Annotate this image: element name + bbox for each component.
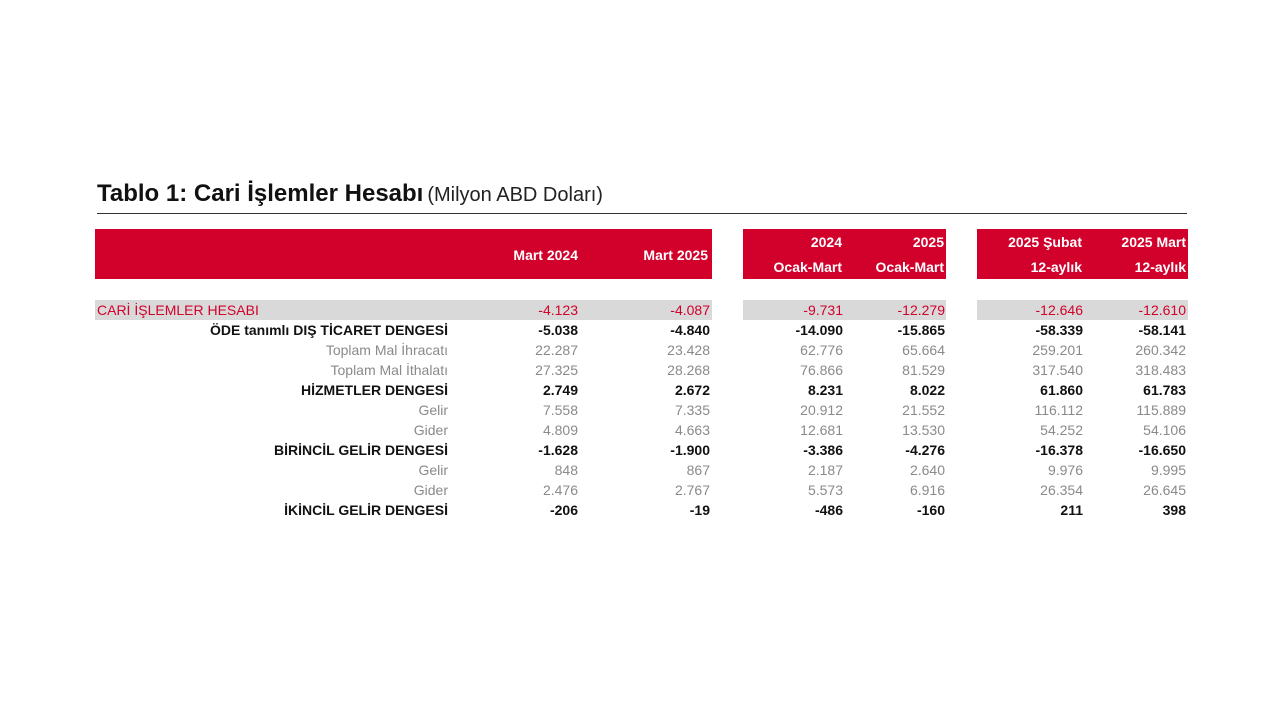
row-value: -160 — [916, 502, 945, 518]
table-row — [95, 300, 1188, 320]
row-value: 54.106 — [1143, 422, 1186, 438]
row-value: 12.681 — [800, 422, 843, 438]
table-title-unit: (Milyon ABD Doları) — [427, 184, 603, 206]
row-value: 61.783 — [1143, 382, 1186, 398]
row-label: Gelir — [418, 402, 448, 418]
row-value: -58.141 — [1138, 322, 1186, 338]
row-label: İKİNCİL GELİR DENGESİ — [284, 502, 448, 518]
row-value: -486 — [814, 502, 843, 518]
row-label: BİRİNCİL GELİR DENGESİ — [274, 442, 448, 458]
row-value: 9.995 — [1150, 462, 1186, 478]
table-row — [95, 440, 1188, 460]
row-label: Gider — [413, 422, 448, 438]
column-header-2025-subat-12-aylik: 2025 Şubat 12-aylık — [1008, 234, 1082, 275]
row-value: 81.529 — [902, 362, 945, 378]
row-value: -15.865 — [897, 322, 945, 338]
row-value: -4.123 — [538, 302, 578, 318]
row-value: 115.889 — [1136, 402, 1186, 418]
row-value: -1.900 — [670, 442, 710, 458]
row-value: 26.645 — [1143, 482, 1186, 498]
column-header-2024-ocak-mart: 2024 Ocak-Mart — [773, 234, 842, 275]
row-value: 4.809 — [542, 422, 578, 438]
row-value: 26.354 — [1040, 482, 1083, 498]
row-value: 5.573 — [807, 482, 843, 498]
row-value: -4.276 — [905, 442, 945, 458]
row-value: 23.428 — [667, 342, 710, 358]
row-label: Toplam Mal İhracatı — [325, 342, 448, 358]
table-row — [95, 380, 1188, 400]
table-row — [95, 480, 1188, 500]
row-label: Gelir — [418, 462, 448, 478]
row-value: 22.287 — [535, 342, 578, 358]
row-value: 867 — [686, 462, 710, 478]
row-value: -1.628 — [538, 442, 578, 458]
row-value: 116.112 — [1034, 402, 1083, 418]
row-value: 4.663 — [674, 422, 710, 438]
row-value: 9.976 — [1047, 462, 1083, 478]
row-value: 2.640 — [909, 462, 945, 478]
column-header-mart-2024: Mart 2024 — [513, 247, 578, 263]
table-title-main: Tablo 1: Cari İşlemler Hesabı — [97, 180, 424, 207]
row-label: Gider — [413, 482, 448, 498]
row-value: -19 — [689, 502, 710, 518]
row-value: 28.268 — [667, 362, 710, 378]
column-header-2025-mart-12-aylik: 2025 Mart 12-aylık — [1121, 234, 1186, 275]
row-value: 6.916 — [909, 482, 945, 498]
row-value: -14.090 — [795, 322, 843, 338]
row-value: 61.860 — [1040, 382, 1083, 398]
row-value: 65.664 — [902, 342, 945, 358]
table-row — [95, 320, 1188, 340]
row-value: 13.530 — [902, 422, 945, 438]
row-value: -5.038 — [538, 322, 578, 338]
row-value: -9.731 — [803, 302, 843, 318]
row-value: 398 — [1162, 502, 1186, 518]
row-value: -16.378 — [1035, 442, 1083, 458]
row-value: 8.022 — [909, 382, 945, 398]
row-label: HİZMETLER DENGESİ — [300, 382, 448, 398]
row-value: 62.776 — [800, 342, 843, 358]
table-row — [95, 400, 1188, 420]
row-value: 21.552 — [902, 402, 945, 418]
table-title — [97, 180, 1187, 214]
row-value: -3.386 — [803, 442, 843, 458]
row-value: -206 — [549, 502, 578, 518]
row-value: -12.610 — [1138, 302, 1186, 318]
row-value: -4.840 — [670, 322, 710, 338]
column-header-2025-ocak-mart: 2025 Ocak-Mart — [875, 234, 944, 275]
row-value: 8.231 — [807, 382, 843, 398]
table-row — [95, 500, 1188, 520]
row-value: 76.866 — [800, 362, 843, 378]
row-value: 2.672 — [674, 382, 710, 398]
table-row — [95, 460, 1188, 480]
table-row — [95, 340, 1188, 360]
row-value: 27.325 — [535, 362, 578, 378]
row-value: -12.279 — [897, 302, 945, 318]
row-value: 260.342 — [1135, 342, 1186, 358]
row-value: 20.912 — [800, 402, 843, 418]
table-row — [95, 360, 1188, 380]
row-value: -4.087 — [670, 302, 710, 318]
row-label: CARİ İŞLEMLER HESABI — [97, 302, 259, 318]
row-value: 317.540 — [1032, 362, 1083, 378]
column-header-mart-2025: Mart 2025 — [643, 247, 708, 263]
row-value: 2.187 — [807, 462, 843, 478]
row-label: Toplam Mal İthalatı — [330, 362, 448, 378]
row-value: 2.767 — [674, 482, 710, 498]
row-value: 7.335 — [674, 402, 710, 418]
table-row — [95, 420, 1188, 440]
row-label: ÖDE tanımlı DIŞ TİCARET DENGESİ — [209, 322, 448, 338]
row-value: 2.749 — [542, 382, 578, 398]
row-value: 848 — [554, 462, 578, 478]
row-value: 211 — [1060, 502, 1083, 518]
row-value: -16.650 — [1138, 442, 1186, 458]
row-value: -58.339 — [1035, 322, 1083, 338]
row-value: 259.201 — [1032, 342, 1083, 358]
row-value: -12.646 — [1035, 302, 1083, 318]
row-value: 2.476 — [542, 482, 578, 498]
row-value: 7.558 — [542, 402, 578, 418]
row-value: 318.483 — [1135, 362, 1186, 378]
row-value: 54.252 — [1040, 422, 1083, 438]
